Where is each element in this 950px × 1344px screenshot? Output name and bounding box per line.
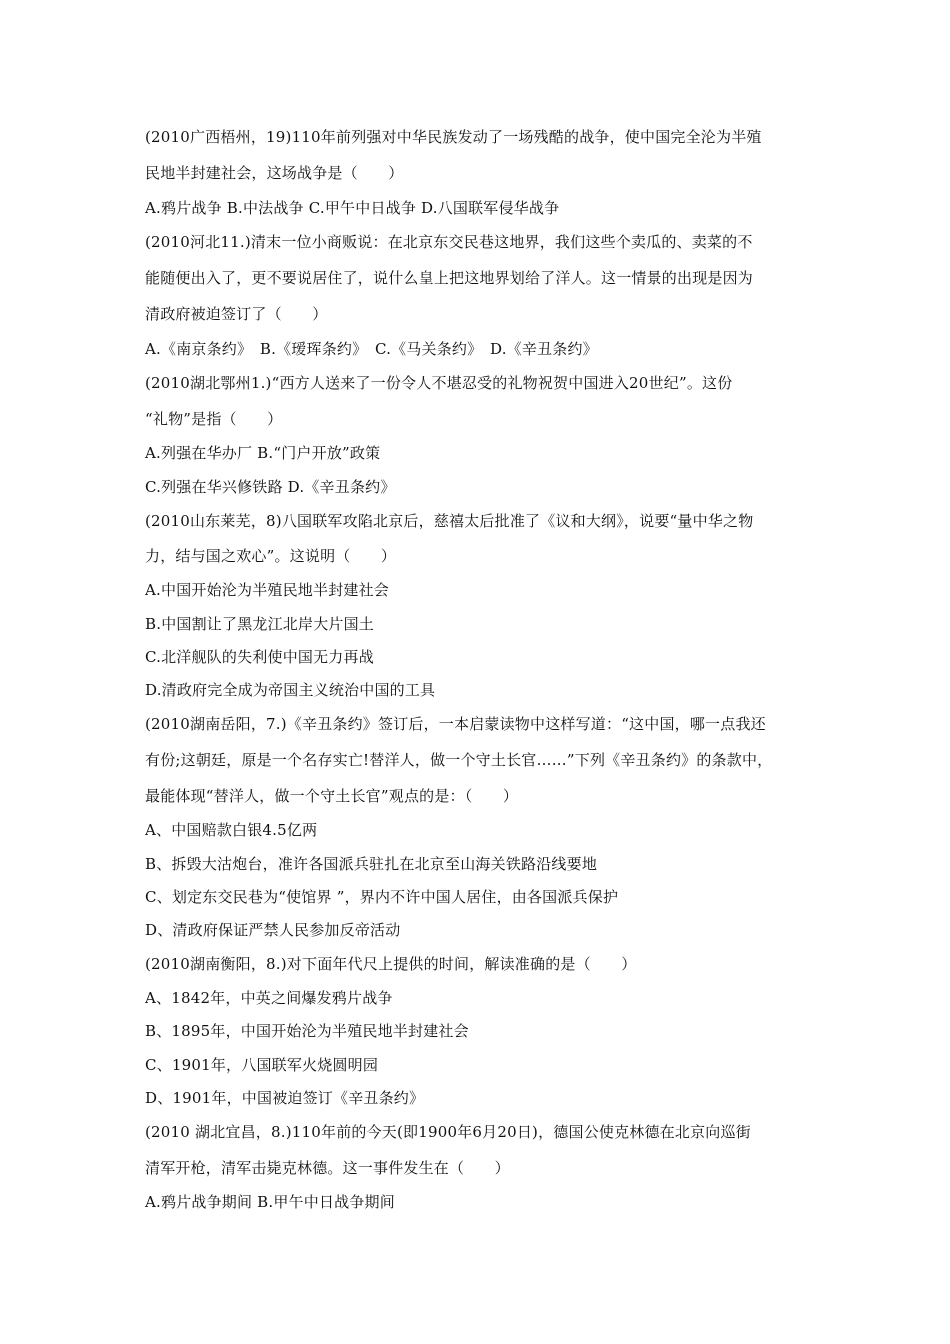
q6-stem: (2010湖南衡阳，8.)对下面年代尺上提供的时间，解读准确的是（ ） [145, 955, 637, 973]
q1-options: A.鸦片战争 B.中法战争 C.甲午中日战争 D.八国联军侵华战争 [145, 199, 560, 217]
q2-stem-line2: 能随便出入了，更不要说居住了，说什么皇上把这地界划给了洋人。这一情景的出现是因为 [145, 269, 754, 287]
q4-option-c: C.北洋舰队的失利使中国无力再战 [145, 648, 374, 666]
q6-option-b: B、1895年，中国开始沦为半殖民地半封建社会 [145, 1022, 469, 1040]
q4-stem-line2: 力，结与国之欢心”。这说明（ ） [145, 547, 397, 565]
q5-stem-line1: (2010湖南岳阳，7.)《辛丑条约》签订后，一本启蒙读物中这样写道：“这中国，哪一点我还 [145, 715, 766, 733]
q1-stem-line2: 民地半封建社会，这场战争是（ ） [145, 164, 404, 182]
q7-options-ab: A.鸦片战争期间 B.甲午中日战争期间 [145, 1193, 395, 1211]
q6-option-d: D、1901年，中国被迫签订《辛丑条约》 [145, 1089, 425, 1107]
q5-option-b: B、拆毁大沽炮台，准许各国派兵驻扎在北京至山海关铁路沿线要地 [145, 855, 598, 873]
q1-stem-line1: (2010广西梧州，19)110年前列强对中华民族发动了一场残酷的战争，使中国完全沦为半殖 [145, 128, 762, 146]
q3-options-ab: A.列强在华办厂 B.“门户开放”政策 [145, 444, 381, 462]
q4-stem-line1: (2010山东莱芜，8)八国联军攻陷北京后，慈禧太后批准了《议和大纲》，说要“量中华之物 [145, 512, 754, 530]
q3-options-cd: C.列强在华兴修铁路 D.《辛丑条约》 [145, 478, 396, 496]
q2-options: A.《南京条约》 B.《瑷珲条约》 C.《马关条约》 D.《辛丑条约》 [145, 340, 598, 358]
q2-stem-line3: 清政府被迫签订了（ ） [145, 305, 328, 323]
q6-option-a: A、1842年，中英之间爆发鸦片战争 [145, 989, 393, 1007]
q2-stem-line1: (2010河北11.)清末一位小商贩说：在北京东交民巷这地界，我们这些个卖瓜的、卖菜的不 [145, 233, 753, 251]
q7-stem-line1: (2010 湖北宜昌，8.)110年前的今天(即1900年6月20日)，德国公使克林德在北京向巡街 [145, 1123, 751, 1141]
q4-option-d: D.清政府完全成为帝国主义统治中国的工具 [145, 681, 436, 699]
q7-stem-line2: 清军开枪，清军击毙克林德。这一事件发生在（ ） [145, 1159, 510, 1177]
q5-stem-line3: 最能体现“替洋人，做一个守土长官”观点的是：（ ） [145, 787, 519, 805]
q5-option-a: A、中国赔款白银4.5亿两 [145, 821, 318, 839]
q5-option-c: C、划定东交民巷为“使馆界 ”，界内不许中国人居住，由各国派兵保护 [145, 888, 619, 906]
q3-stem-line1: (2010湖北鄂州1.)“西方人送来了一份令人不堪忍受的礼物祝贺中国进入20世纪”。这份 [145, 374, 733, 392]
q5-stem-line2: 有份;这朝廷，原是一个名存实亡!替洋人，做一个守土长官……”下列《辛丑条约》的条款中， [145, 751, 773, 769]
q6-option-c: C、1901年，八国联军火烧圆明园 [145, 1056, 379, 1074]
q4-option-a: A.中国开始沦为半殖民地半封建社会 [145, 581, 390, 599]
q4-option-b: B.中国割让了黑龙江北岸大片国土 [145, 615, 374, 633]
q5-option-d: D、清政府保证严禁人民参加反帝活动 [145, 921, 401, 939]
q3-stem-line2: “礼物”是指（ ） [145, 410, 283, 428]
